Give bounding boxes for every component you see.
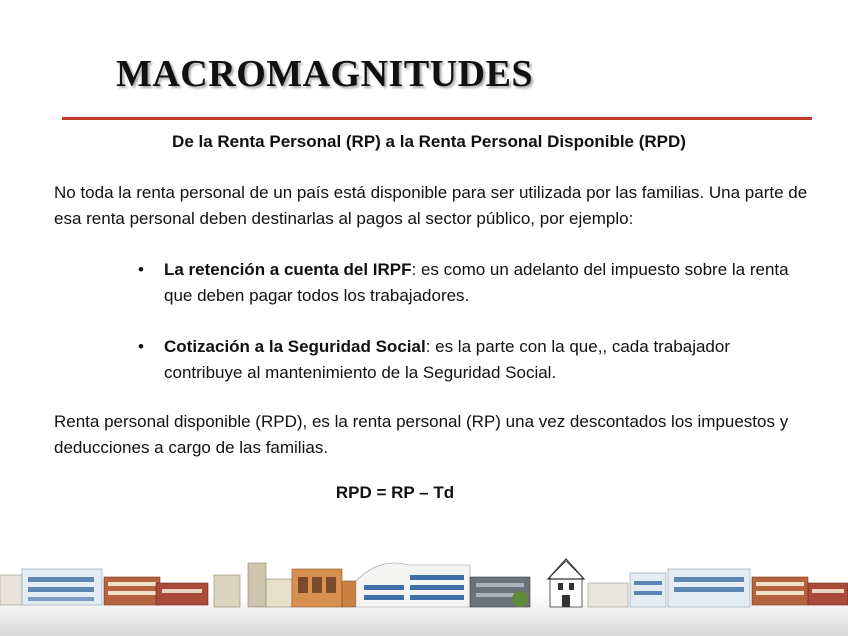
bullet-text	[138, 257, 798, 309]
bullet-term: La retención a cuenta del IRPF	[164, 260, 412, 279]
formula: RPD = RP – Td	[335, 483, 455, 502]
bullet-text	[138, 334, 798, 386]
town-buildings-illustration	[0, 555, 848, 636]
definition-paragraph: Renta personal disponible (RPD), es la renta personal (RP) una vez descontados los impuestos y deducciones a cargo de las familias.	[54, 412, 789, 457]
bullet-term: Cotización a la Seguridad Social	[164, 337, 426, 356]
bullet-description: : es la parte con la que,, cada trabajador contribuye al mantenimiento de la Seguridad Social.	[164, 337, 730, 382]
bullet-irpf	[138, 257, 798, 309]
slide-title: MACROMAGNITUDES	[116, 53, 534, 95]
title-divider	[62, 117, 812, 120]
bullet-dot-icon: •	[138, 337, 144, 356]
intro-paragraph: No toda la renta personal de un país está disponible para ser utilizada por las familias. Una parte de esa renta personal deben destinarlas al pagos al sector público, por ejemplo:	[54, 183, 808, 228]
bullet-dot-icon: •	[138, 260, 144, 279]
slide-subtitle: De la Renta Personal (RP) a la Renta Personal Disponible (RPD)	[172, 132, 686, 151]
bullet-description: : es como un adelanto del impuesto sobre la renta que deben pagar todos los trabajadores.	[164, 260, 789, 305]
bullet-seguridad-social	[138, 334, 798, 386]
